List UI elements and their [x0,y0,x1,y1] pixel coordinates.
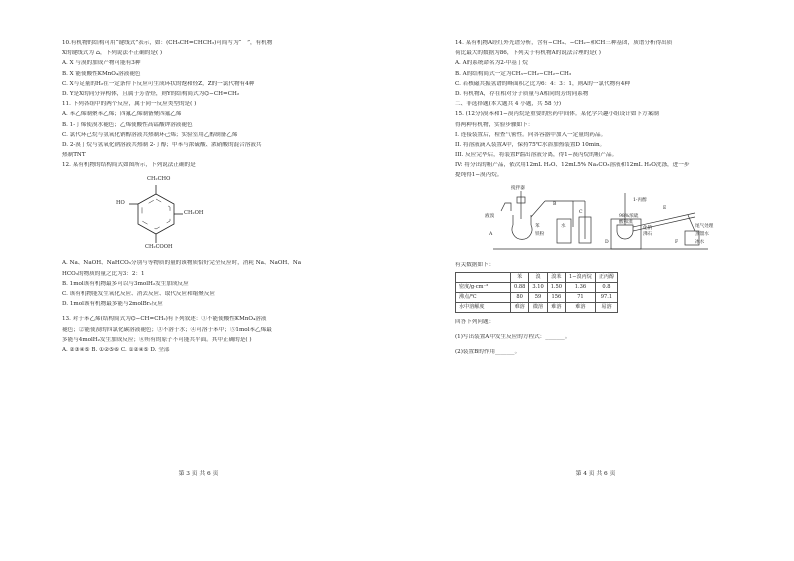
question-12-option-a-cont: HCO₃的物质的量之比为3：2：1 [62,270,145,277]
label-d: D [605,239,609,245]
apparatus-diagram [483,183,717,259]
question-10-option-a: A. X 与溴的加成产物可能有3种 [62,60,141,67]
table-row [456,302,618,312]
question-14-option-a: A. A的系统命名为2-甲基丁烷 [455,60,529,67]
question-10-option-b: B. X 能使酸性KMnO₄溶液褪色 [62,70,141,77]
table-cell: 1.36 [566,282,596,292]
left-column [62,40,398,357]
question-10-option-d: D. Y是X的同分异构体，且属于芳香烃，则Y的结构简式为⌬−CH=CH₂ [62,90,240,97]
sub-question-2: (2)装置B的作用_______。 [455,349,521,356]
table-cell: 156 [547,292,565,302]
label-water: 水 [561,223,566,229]
table-cell: 0.88 [511,282,529,292]
question-11-option-a: A. 苯乙烯制聚苯乙烯；四氟乙烯制备聚四氟乙烯 [62,111,182,118]
question-14-option-d: D. 有机物A，存在相对分子质量与A相同的芳的同系物 [455,90,589,97]
table-cell: 难溶 [566,302,596,312]
page-number-left: 第 3 页 共 6 页 [178,471,219,477]
label-liquid-bromine: 液溴 [485,213,495,219]
substituent-left: HO [116,200,125,207]
table-header-row [456,272,618,282]
table-header [456,272,511,282]
table-cell: 沸点/℃ [456,292,511,302]
sub-question-1: (1)写出装置A中发生反应的方程式：_______。 [455,334,571,340]
table-cell: 易溶 [595,302,617,312]
step-4: IV: 将分出的粗产品，依次用12mL H₂O、12mL5% Na₂CO₃溶液和12mL H₂O洗涤，进一步 [455,162,690,169]
label-sulfuric-acid: 98%浓硫 [619,213,639,219]
question-13-stem-cont: 褪色；②能使溴的四氯化碳溶液褪色；③不溶于水；④可溶于苯中；⑤1mol苯乙烯最 [62,326,272,333]
label-c: C [579,209,583,215]
label-sodium-bromide: 化钠 [643,225,653,231]
table-header: 1−溴丙烷 [566,272,596,282]
question-12-option-b: B. 1mol该有机物最多可以与3molH₂发生加成反应 [62,280,189,287]
label-distilled-water: 蒸馏水 [695,231,709,237]
page-number-right: 第 4 页 共 6 页 [575,471,616,477]
label-stirrer: 搅拌器 [511,185,525,191]
table-header: 正丙醇 [595,272,617,282]
step-1: I. 连接装置后，检查气密性。向各容器中加入一定量的药品。 [455,131,607,138]
question-14-stem-cont: 荷比最大的数据为86，下列关于有机物A的说法合理的是( ) [455,50,601,57]
question-11-option-c: C. 氯代环己烷与氢氧化钠醇溶液共热制环己烯；实验室用乙醇制备乙烯 [62,131,238,138]
table-cell: 97.1 [595,292,617,302]
table-cell: 难溶 [511,302,529,312]
table-row [456,292,618,302]
step-3: III. 反应完毕后，将装置F馏出溶液分离，得1−溴丙烷的粗产品。 [455,152,618,159]
table-header: 溴苯 [547,272,565,282]
label-1-propanol: 1-丙醇 [633,197,647,203]
label-a: A [489,231,493,237]
label-ice-water: 冰水 [695,239,705,245]
table-cell: 3.10 [529,282,547,292]
substituent-bottom: CH₂COOH [145,244,173,251]
table-cell: 80 [511,292,529,302]
label-tail-gas: 尾气处理 [695,223,714,229]
label-boiling-chips: 沸石 [643,231,653,237]
question-14-option-c: C. 若核磁共振氢谱的峰面积之比为6：4：3：1，则A的一氯代物有4种 [455,80,630,87]
table-row [456,282,618,292]
table-cell: 微溶 [529,302,547,312]
right-column [455,40,791,359]
label-sulfuric-acid-2: 酸和溴 [619,219,633,225]
label-f: F [675,239,679,245]
table-cell: 水中溶解度 [456,302,511,312]
label-iron-powder: 铁粉 [535,231,545,237]
question-12-option-d: D. 1mol该有机物最多能与2molBr₂反应 [62,301,163,308]
table-header: 苯 [511,272,529,282]
question-10-option-c: C. X与足量的H₂在一定条件下反应可生成环状的饱和烃Z，Z的一氯代物有4种 [62,80,255,87]
table-header: 溴 [529,272,547,282]
table-cell: 59 [529,292,547,302]
substituent-right: CH₂OH [184,210,204,217]
question-15-stem: 15. (12分)溴苯和1−溴丙烷是重要的医药中间体。某化学兴趣小组设计如下方案制 [455,111,659,118]
question-13-stem: 13. 对于苯乙烯(结构简式为⌬−CH=CH₂)有下列叙述：①不能使酸性KMnO₄溶液 [62,316,267,323]
data-table [455,272,618,313]
label-b: B [553,201,557,207]
question-15-stem-cont: 得两种有机物，实验步骤如下： [455,121,534,128]
question-11-stem: 11. 下列各组中的两个反应，属于同一反应类型的是( ) [62,101,197,108]
question-10-stem-cont: X的键线式为 ⌂，下列说法不正确的是( ) [62,50,163,57]
question-14-option-b: B. A的结构简式一定为CH₃−CH₂−CH₂−CH₃ [455,70,572,77]
question-13-stem-cont2: 多能与4molH₂发生加成反应；⑥所有的原子不可能共平面。其中正确的是( ) [62,336,252,343]
question-11-option-d-cont: 热制TNT [62,152,86,159]
question-12-stem: 12. 某有机物的结构简式如图所示，下列说法正确的是 [62,162,196,169]
question-13-options: A. ②③④⑤ B. ①②⑤⑥ C. ①②④⑤ D. 全部 [62,346,170,353]
right-page [397,0,794,561]
question-12-option-a: A. Na、NaOH、NaHCO₃分别与等物质的量的该物质恰好完全反应时，消耗 Na、NaOH、Na [62,260,302,267]
structure-formula-figure [92,172,232,256]
question-11-option-b: B. 1-丁烯使溴水褪色；乙烯使酸性高锰酸钾溶液褪色 [62,121,193,128]
label-benzene: 苯 [535,223,540,229]
table-cell: 71 [566,292,596,302]
question-12-option-c: C. 该有机物能发生氧化反应、消去反应、取代反应和缩聚反应 [62,291,216,297]
question-10-stem: 10.有机物的结构可用“键线式”表示，如：(CH₃CH=CHCH₃)可简写为“⌒”，有机物 [62,40,273,46]
question-14-stem: 14. 某有机物A经红外光谱分析，含有−CH₃、−CH₂−和CH三种基团，质谱分析得出质 [455,40,673,46]
table-cell: 密度/g·cm⁻³ [456,282,511,292]
section-heading: 二、非选择题(本大题共 4 小题，共 58 分) [455,101,562,108]
table-title: 有关数据如下： [455,261,495,268]
substituent-top: CH₂CHO [147,176,171,183]
question-11-option-d: D. 2-溴丁烷与氢氧化钠溶液共热制 2-丁醇；甲苯与浓硫酸、浓硝酸的混合溶液共 [62,141,262,148]
table-cell: 难溶 [547,302,565,312]
table-cell: 0.8 [595,282,617,292]
step-2: II. 将溶液滴入装置A中，保持75℃水浴加热装置D 10min。 [455,141,606,148]
table-cell: 1.50 [547,282,565,292]
answer-prompt: 回答下列问题： [455,318,495,325]
step-4-cont: 提纯得1−溴丙烷。 [455,172,503,179]
label-e: E [663,205,667,211]
